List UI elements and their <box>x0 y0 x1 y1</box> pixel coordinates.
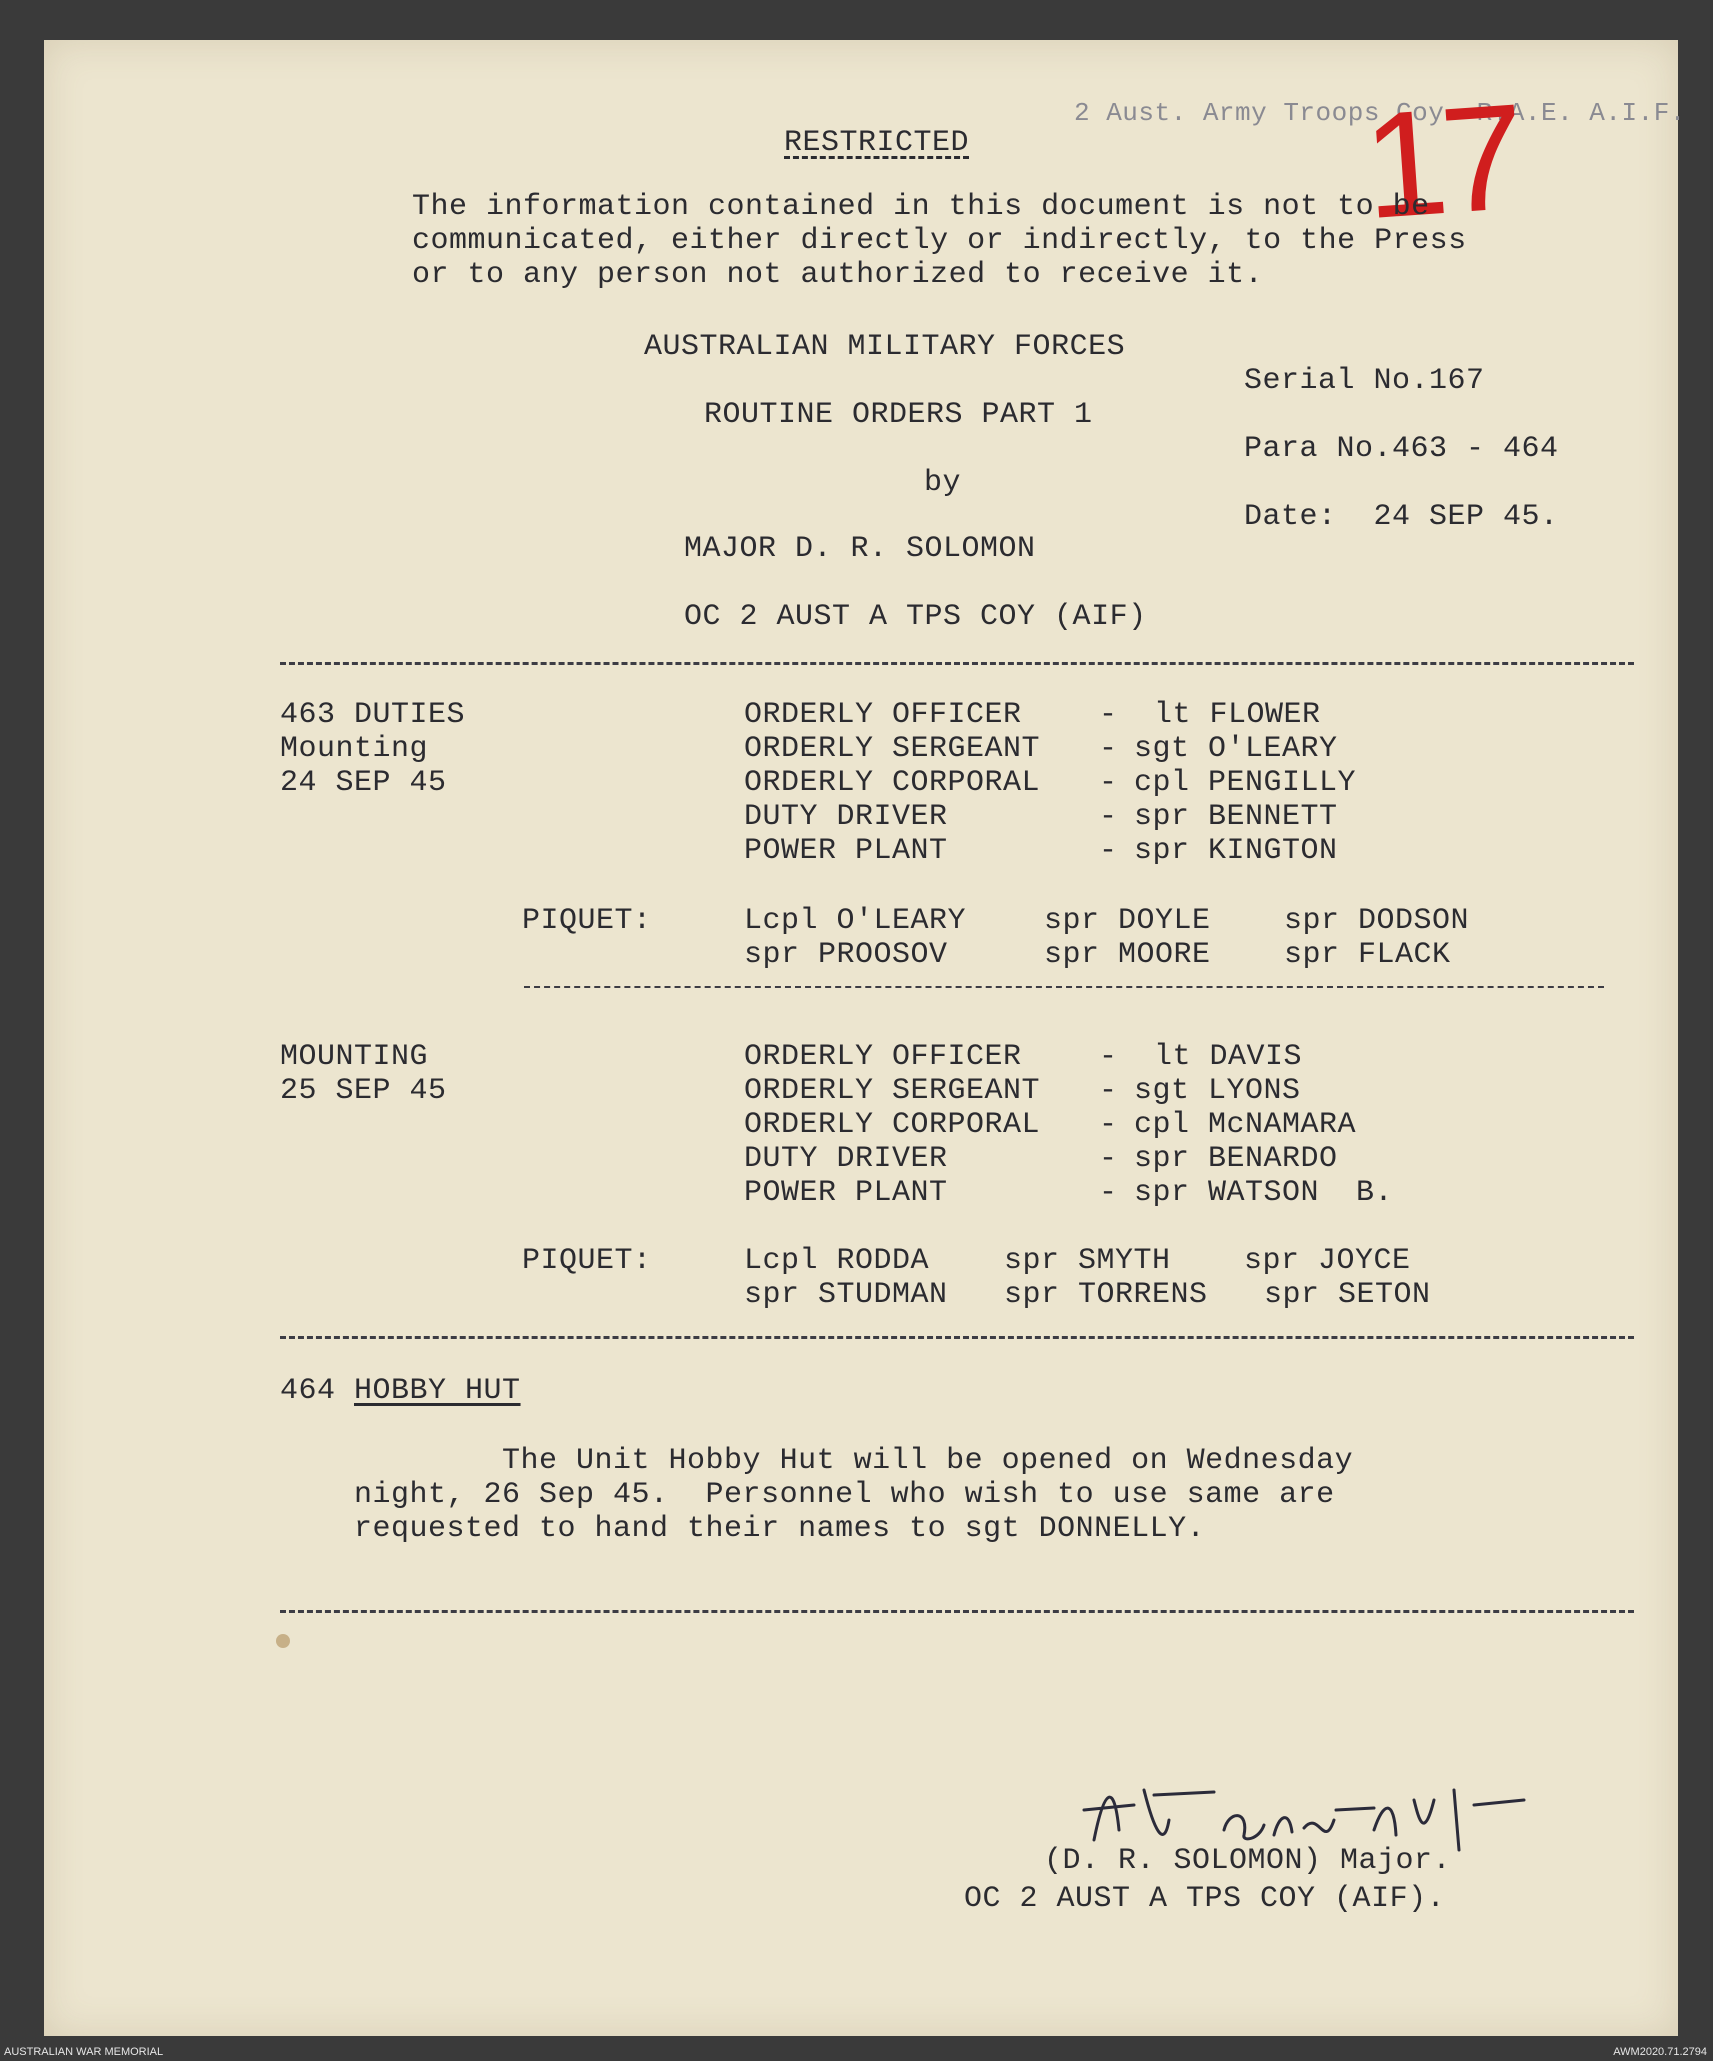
duty-role: ORDERLY CORPORAL <box>744 766 1041 800</box>
duty-role: ORDERLY OFFICER <box>744 698 1022 732</box>
duty-separator: - <box>1099 766 1118 800</box>
heading-line: 25 SEP 45 <box>280 1074 447 1108</box>
duty-separator: - <box>1099 1142 1118 1176</box>
piquet-member: spr TORRENS <box>1004 1278 1208 1312</box>
forces-title: AUSTRALIAN MILITARY FORCES <box>644 330 1126 364</box>
duty-role: ORDERLY SERGEANT <box>744 732 1041 766</box>
piquet-member: spr DODSON <box>1284 904 1470 938</box>
notice-line: communicated, either directly or indirectly, to the Press <box>412 224 1467 258</box>
orders-title: ROUTINE ORDERS PART 1 <box>704 398 1093 432</box>
notice-line: or to any person not authorized to receive it. <box>412 258 1264 292</box>
piquet-member: spr JOYCE <box>1244 1244 1411 1278</box>
body-line: requested to hand their names to sgt DONNELLY. <box>354 1512 1206 1546</box>
by-line: by <box>924 466 962 500</box>
duty-name: sgt LYONS <box>1134 1074 1301 1108</box>
piquet-member: Lcpl O'LEARY <box>744 904 967 938</box>
piquet-member: spr PROOSOV <box>744 938 948 972</box>
duty-role: DUTY DRIVER <box>744 1142 948 1176</box>
duty-name: sgt O'LEARY <box>1134 732 1338 766</box>
body-line: night, 26 Sep 45. Personnel who wish to use same are <box>354 1478 1335 1512</box>
restricted-heading: RESTRICTED <box>784 126 970 160</box>
duty-separator: - <box>1099 698 1118 732</box>
folio-number: 17 <box>1358 71 1525 251</box>
document-page <box>44 40 1686 2036</box>
serial-number: Serial No.167 <box>1244 364 1485 398</box>
body-line: The Unit Hobby Hut will be opened on Wednesday <box>354 1444 1354 1478</box>
section-divider <box>280 662 1634 665</box>
para-numbers: Para No.463 - 464 <box>1244 432 1559 466</box>
piquet-member: spr SETON <box>1264 1278 1431 1312</box>
piquet-member: spr MOORE <box>1044 938 1211 972</box>
piquet-member: spr FLACK <box>1284 938 1451 972</box>
duty-role: POWER PLANT <box>744 834 948 868</box>
duty-separator: - <box>1099 800 1118 834</box>
duty-name: lt FLOWER <box>1154 698 1321 732</box>
duty-role: ORDERLY OFFICER <box>744 1040 1022 1074</box>
archive-reference: AWM2020.71.2794 <box>1613 2046 1707 2058</box>
duty-name: spr WATSON B. <box>1134 1176 1394 1210</box>
heading-line: 463 DUTIES <box>280 698 466 732</box>
duty-name: spr BENARDO <box>1134 1142 1338 1176</box>
duty-name: spr KINGTON <box>1134 834 1338 868</box>
duty-role: DUTY DRIVER <box>744 800 948 834</box>
duty-name: cpl McNAMARA <box>1134 1108 1357 1142</box>
officer-line: MAJOR D. R. SOLOMON <box>684 532 1036 566</box>
signatory-name: (D. R. SOLOMON) Major. <box>1044 1844 1452 1878</box>
signatory-unit: OC 2 AUST A TPS COY (AIF). <box>964 1882 1446 1916</box>
heading-line: MOUNTING <box>280 1040 429 1074</box>
duty-name: lt DAVIS <box>1154 1040 1303 1074</box>
piquet-member: spr SMYTH <box>1004 1244 1171 1278</box>
duty-role: POWER PLANT <box>744 1176 948 1210</box>
piquet-member: Lcpl RODDA <box>744 1244 930 1278</box>
heading-line: Mounting <box>280 732 429 766</box>
notice-line: The information contained in this document is not to be <box>412 190 1430 224</box>
section-divider <box>280 1336 1634 1339</box>
duty-separator: - <box>1099 1074 1118 1108</box>
unit-stamp: 2 Aust. Army Troops Coy. R.A.E. A.I.F. <box>1074 98 1686 128</box>
heading-line: 24 SEP 45 <box>280 766 447 800</box>
piquet-label: PIQUET: <box>522 1244 652 1278</box>
piquet-label: PIQUET: <box>522 904 652 938</box>
para-heading: HOBBY HUT <box>354 1374 521 1408</box>
piquet-member: spr DOYLE <box>1044 904 1211 938</box>
section-divider <box>280 1610 1634 1613</box>
para-number: 464 <box>280 1374 336 1408</box>
duty-name: spr BENNETT <box>1134 800 1338 834</box>
paper-stain <box>276 1634 290 1648</box>
archive-credit: AUSTRALIAN WAR MEMORIAL <box>4 2046 164 2058</box>
duty-role: ORDERLY CORPORAL <box>744 1108 1041 1142</box>
unit-line: OC 2 AUST A TPS COY (AIF) <box>684 600 1147 634</box>
duty-separator: - <box>1099 1176 1118 1210</box>
duty-separator: - <box>1099 834 1118 868</box>
duty-name: cpl PENGILLY <box>1134 766 1357 800</box>
duty-separator: - <box>1099 1040 1118 1074</box>
duty-separator: - <box>1099 1108 1118 1142</box>
duty-role: ORDERLY SERGEANT <box>744 1074 1041 1108</box>
order-date: Date: 24 SEP 45. <box>1244 500 1559 534</box>
subsection-divider <box>524 986 1604 988</box>
duty-separator: - <box>1099 732 1118 766</box>
piquet-member: spr STUDMAN <box>744 1278 948 1312</box>
